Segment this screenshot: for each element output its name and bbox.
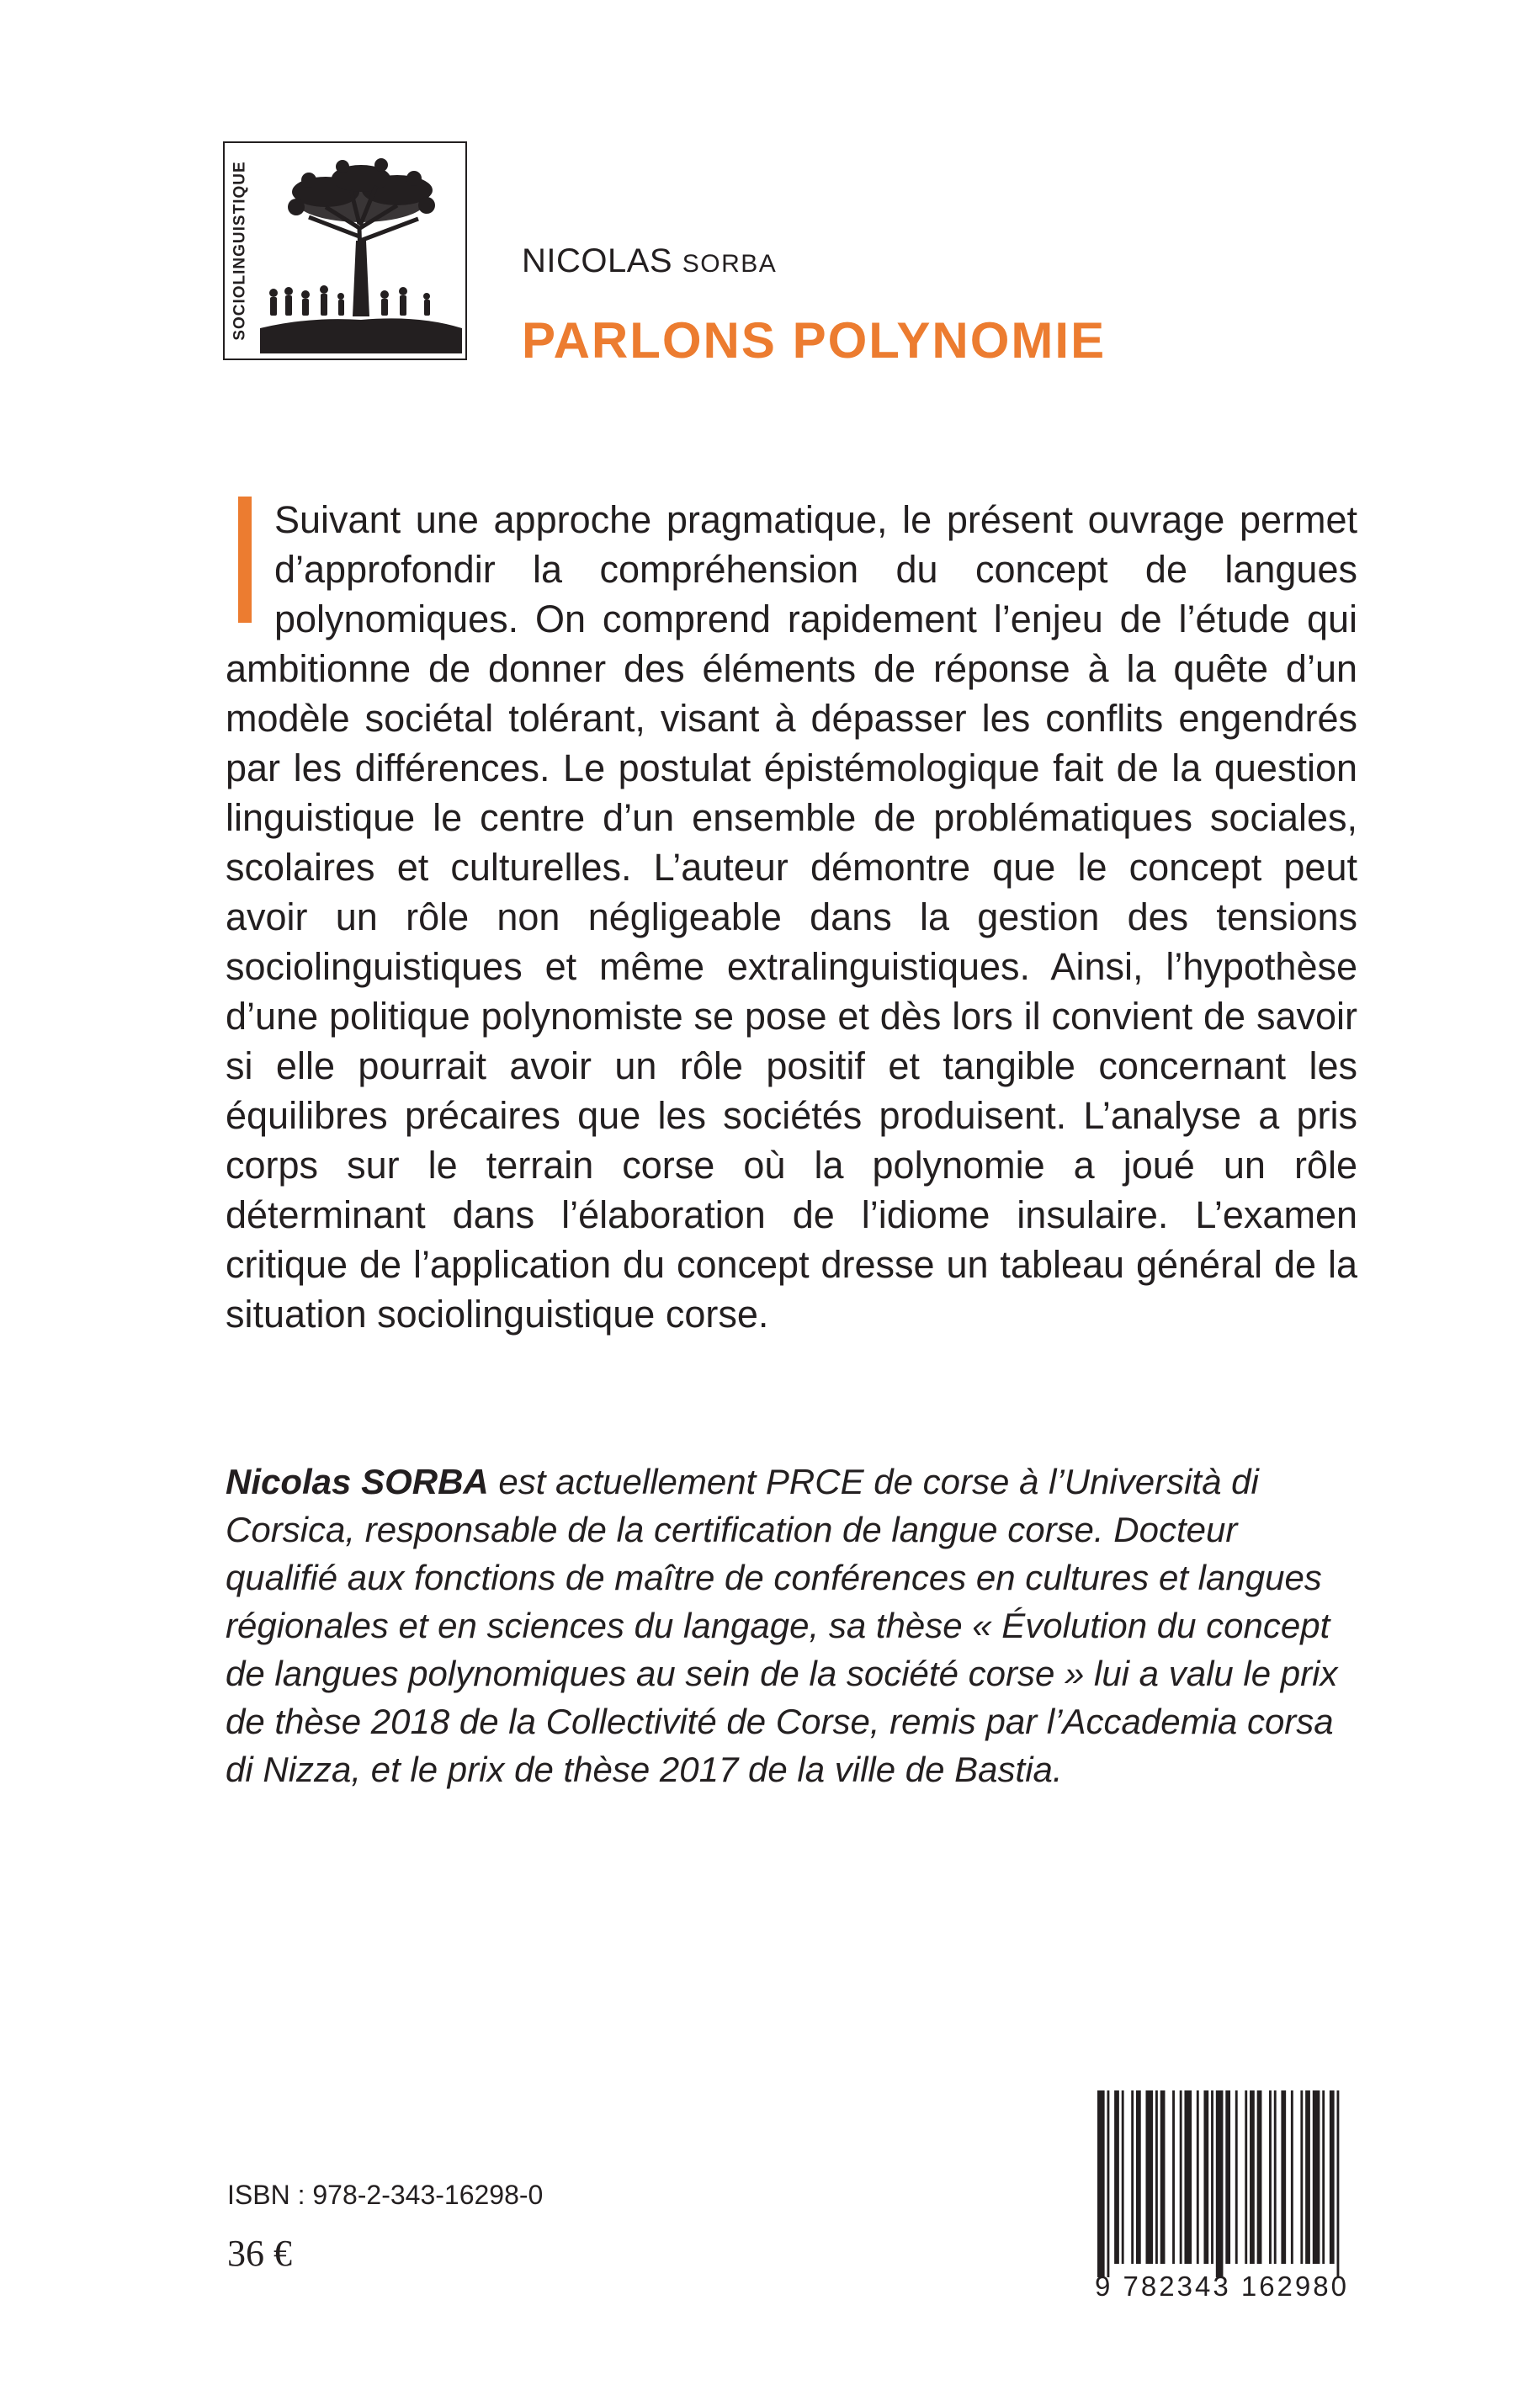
tree-with-people-icon [258,148,464,353]
barcode-bar [1203,2090,1208,2264]
barcode-bar [1114,2090,1119,2264]
price: 36 € [227,2233,292,2274]
barcode-bar [1122,2090,1124,2264]
barcode-bar [1274,2090,1277,2264]
barcode-bar [1131,2090,1134,2264]
barcode [1094,2087,1350,2306]
barcode-bar [1211,2090,1213,2264]
barcode-bars [1094,2087,1350,2277]
barcode-bar [1172,2090,1175,2264]
author-first-name: NICOLAS [522,242,673,279]
barcode-bar [1180,2090,1182,2264]
barcode-bar [1225,2090,1230,2264]
barcode-bar [1300,2090,1303,2264]
book-blurb [226,495,1357,1339]
bio-author-name: Nicolas SORBA [226,1462,489,1501]
barcode-bar [1305,2090,1310,2264]
barcode-bar [1322,2090,1325,2264]
series-label: SOCIOLINGUISTIQUE [231,161,250,341]
barcode-bar [1160,2090,1166,2264]
barcode-bar [1107,2090,1110,2277]
barcode-bar [1136,2090,1141,2264]
barcode-bar [1235,2090,1238,2264]
author-last-name: SORBA [682,250,778,278]
author-bio [226,1458,1357,1793]
blurb-indent [226,495,274,644]
barcode-bar [1097,2090,1105,2277]
barcode-bar [1197,2090,1199,2264]
barcode-bar [1257,2090,1262,2264]
barcode-bar [1281,2090,1286,2264]
barcode-bar [1291,2090,1293,2264]
barcode-bar [1145,2090,1153,2264]
isbn: ISBN : 978-2-343-16298-0 [227,2180,544,2210]
barcode-bar [1155,2090,1158,2264]
barcode-bar [1313,2090,1320,2264]
barcode-bar [1337,2090,1340,2277]
author-name [522,242,777,280]
barcode-bar [1184,2090,1192,2264]
barcode-bar [1216,2090,1224,2277]
barcode-bar [1330,2090,1335,2264]
series-logo [223,141,467,360]
bio-text: est actuellement PRCE de corse à l’Università di Corsica, responsable de la certification de langue corse. Docteur qualifié aux fonctions de maître de conférences en cultures et langues régionales et en sciences du langage, sa thèse « Évolution du concept de langues polynomiques au sein de la société corse » lui a valu le prix de thèse 2018 de la Collectivité de Corse, remis par l’Accademia corsa di Nizza, et le prix de thèse 2017 de la ville de Bastia. [226,1462,1338,1789]
blurb-text: Suivant une approche pragmatique, le présent ouvrage permet d’approfondir la compréhension du concept de langues polynomiques. On comprend rapidement l’enjeu de l’étude qui ambitionne de donner des éléments de réponse à la quête d’un modèle sociétal tolérant, visant à dépasser les conflits engendrés par les différences. Le postulat épistémologique fait de la question linguistique le centre d’un ensemble de problématiques sociales, scolaires et culturelles. L’auteur démontre que le concept peut avoir un rôle non négligeable dans la gestion des tensions sociolinguistiques et même extralinguistiques. Ainsi, l’hypothèse d’une politique polynomiste se pose et dès lors il convient de savoir si elle pourrait avoir un rôle positif et tangible concernant les équilibres précaires que les sociétés produisent. L’analyse a pris corps sur le terrain corse où la polynomie a joué un rôle déterminant dans l’élaboration de l’idiome insulaire. L’examen critique de l’application du concept dresse un tableau général de la situation sociolinguistique corse. [226,498,1357,1336]
barcode-digits: 9 782343 162980 [1095,2271,1349,2302]
barcode-bar [1245,2090,1247,2264]
barcode-bar [1250,2090,1255,2264]
barcode-bar [1269,2090,1272,2264]
book-title: PARLONS POLYNOMIE [522,312,1107,369]
